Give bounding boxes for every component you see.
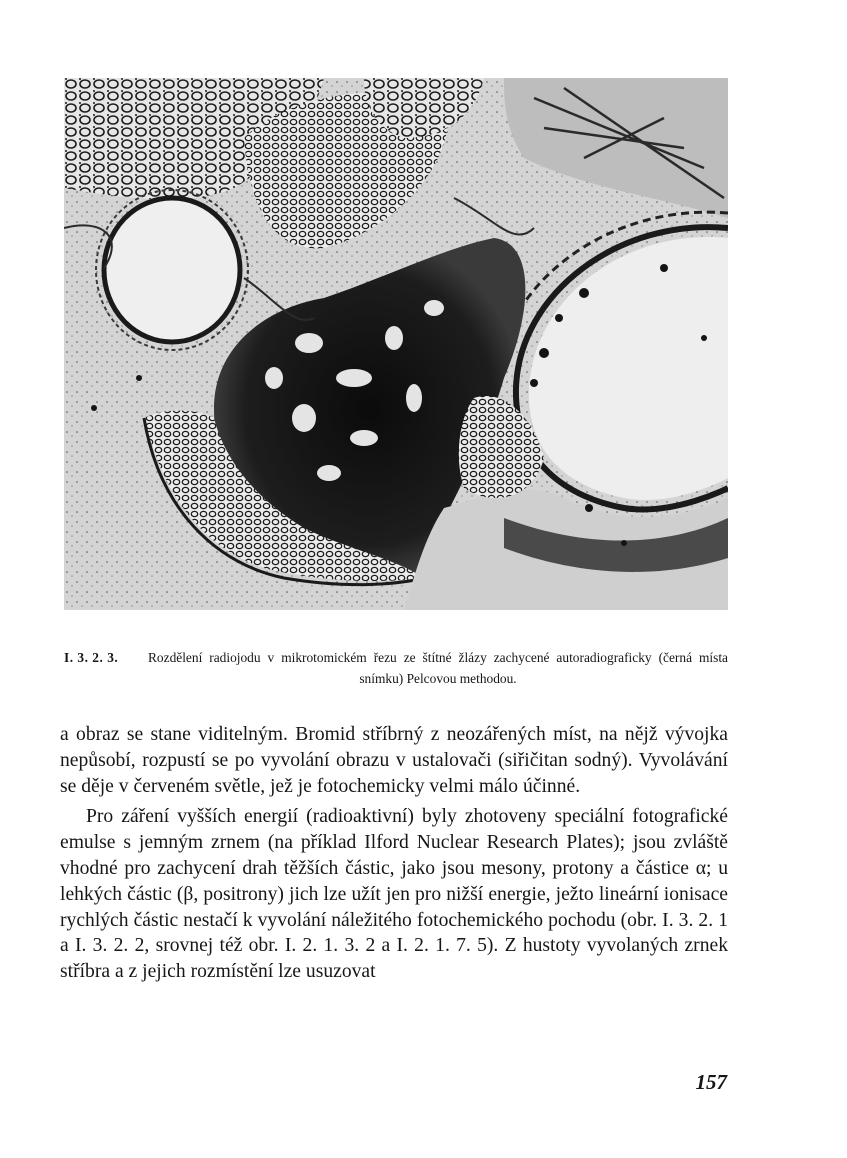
caption-text: Rozdělení radiojodu v mikrotomickém řezu ze štítné žlázy zachycené autoradiograficky (černá místa snímku) Pelcovou methodou. — [148, 650, 728, 686]
paragraph-2: Pro záření vyšších energií (radioaktivní) byly zhotoveny speciální fotografické emulse s jemným zrnem (na příklad Ilford Nuclear Research Plates); jsou zvláště vhodné pro zachycení drah těžších částic, jako jsou mesony, protony a částice α; u lehkých částic (β, positrony) jich lze užít jen pro nižší energie, ježto lineární ionisace rychlých částic nestačí k vyvolání náležitého fotochemického pochodu (obr. I. 3. 2. 1 a I. 3. 2. 2, srovnej též obr. I. 2. 1. 3. 2 a I. 2. 1. 7. 5). Z hustoty vyvolaných zrnek stříbra a z jejich rozmístění lze usuzovat — [60, 806, 728, 983]
figure-caption — [64, 647, 728, 689]
paragraph-1: a obraz se stane viditelným. Bromid stříbrný z neozářených míst, na nějž vývojka nepůsobí, rozpustí se po vyvolání obrazu v ustalovači (siřičitan sodný). Vyvolávání se děje v červeném světle, jež je fotochemicky velmi málo účinné. — [60, 724, 728, 797]
page-number: 157 — [695, 1070, 727, 1094]
autoradiograph-figure — [64, 78, 728, 610]
micrograph-image — [64, 78, 728, 610]
caption-number: I. 3. 2. 3. — [64, 650, 119, 665]
body-text — [60, 722, 728, 985]
